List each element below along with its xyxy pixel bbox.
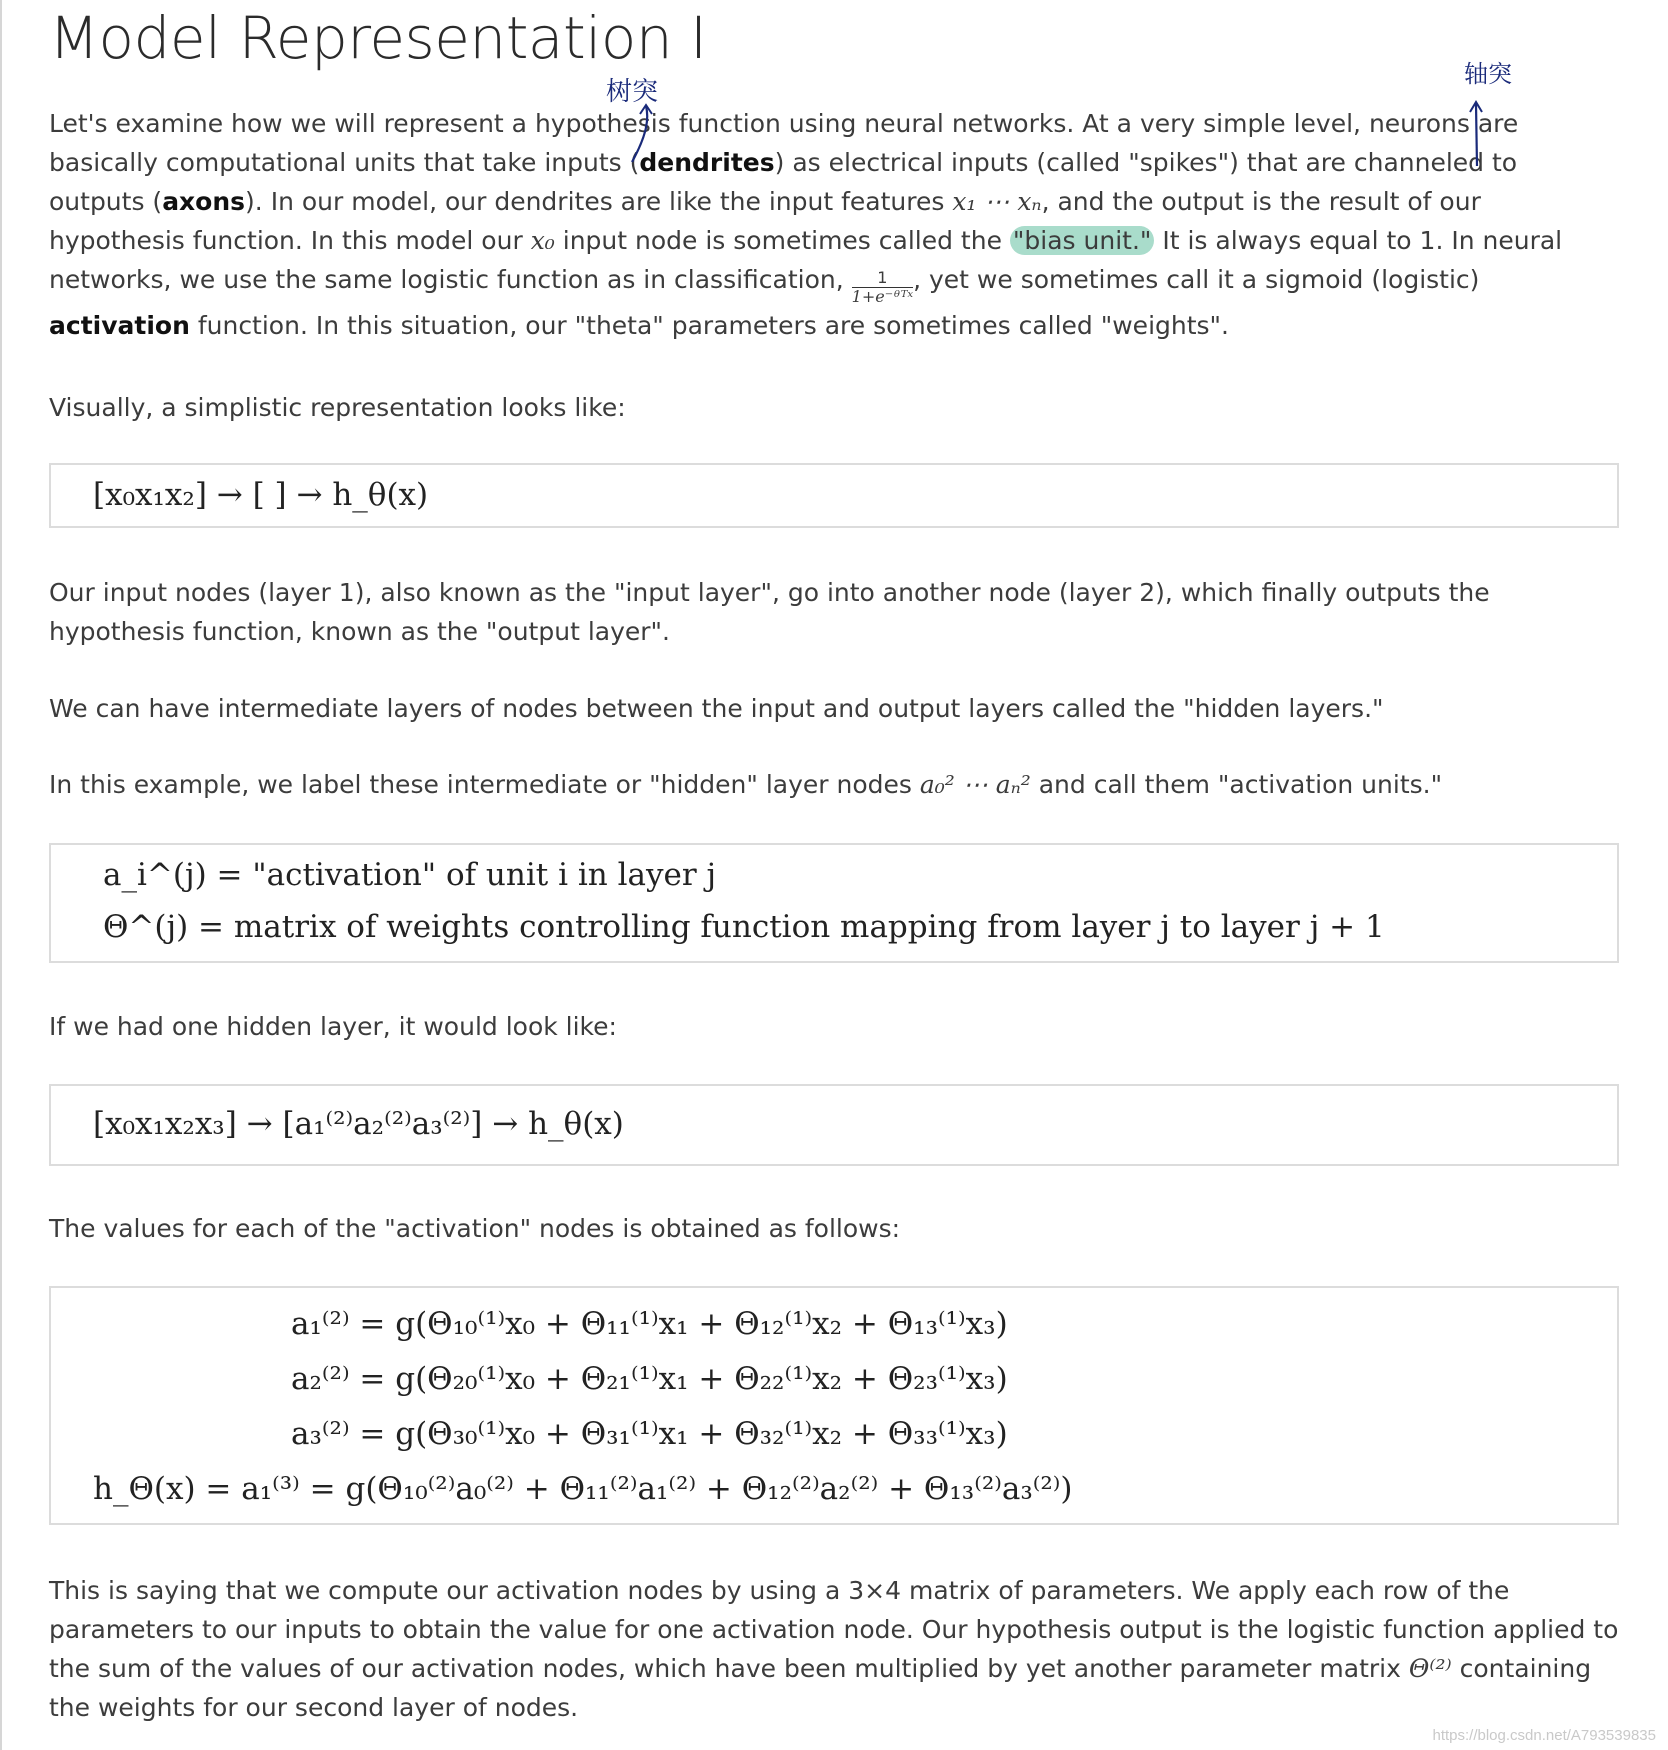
visual-intro-paragraph: Visually, a simplistic representation looks like: (49, 393, 626, 422)
intro-text-7: , yet we sometimes call it a sigmoid (logistic) (913, 265, 1480, 294)
input-layer-paragraph: Our input nodes (layer 1), also known as the "input layer", go into another node (layer 2), which finally outputs the hypothesis function, known as the "output layer". (49, 578, 1490, 646)
inline-math-x0: x₀ (530, 226, 555, 255)
axon-note-text: 轴突 (1464, 60, 1512, 88)
intro-text-2: ) as electrical inputs (called "spikes") that are channeled to outputs ( (49, 148, 1518, 216)
fraction-numerator: 1 (852, 269, 913, 288)
intro-text-1: Let's examine how we will represent a hypothesis function using neural networks. At a very simple level, neurons are basically computational units that take inputs ( (49, 109, 1519, 177)
definitions-box (49, 843, 1619, 963)
dendrites-term: dendrites (639, 148, 775, 177)
inline-math-theta2: Θ⁽²⁾ (1408, 1654, 1452, 1683)
equation-a2: a₂⁽²⁾ = g(Θ₂₀⁽¹⁾x₀ + Θ₂₁⁽¹⁾x₁ + Θ₂₂⁽¹⁾x₂ + Θ₂₃⁽¹⁾x₃) (291, 1361, 1008, 1397)
activation-term: activation (49, 311, 190, 340)
activation-definition: a_i^(j) = "activation" of unit i in layer j (103, 857, 717, 893)
activation-units-paragraph (49, 765, 1619, 804)
inline-math-x1-xn: x₁ ⋯ xₙ (952, 187, 1042, 216)
activation-equations-box (49, 1286, 1619, 1525)
equation-a1: a₁⁽²⁾ = g(Θ₁₀⁽¹⁾x₀ + Θ₁₁⁽¹⁾x₁ + Θ₁₂⁽¹⁾x₂ + Θ₁₃⁽¹⁾x₃) (291, 1306, 1008, 1342)
inline-math-a0-an: a₀² ⋯ aₙ² (919, 770, 1031, 799)
one-hidden-layer-paragraph: If we had one hidden layer, it would look like: (49, 1012, 617, 1041)
hidden-layers-paragraph: We can have intermediate layers of nodes between the input and output layers called the "hidden layers." (49, 694, 1384, 723)
fraction-denominator: 1+e⁻ᶿᵀˣ (851, 287, 914, 306)
equation-hypothesis: h_Θ(x) = a₁⁽³⁾ = g(Θ₁₀⁽²⁾a₀⁽²⁾ + Θ₁₁⁽²⁾a₁⁽²⁾ + Θ₁₂⁽²⁾a₂⁽²⁾ + Θ₁₃⁽²⁾a₃⁽²⁾) (93, 1471, 1073, 1507)
dendrite-handwritten-note (604, 74, 674, 166)
bias-unit-highlight: "bias unit." (1010, 226, 1155, 255)
summary-text-1: This is saying that we compute our activation nodes by using a 3×4 matrix of parameters. We apply each row of the parameters to our inputs to obtain the value for one activation node. Our hypothesis output is the logistic function applied to the sum of the values of our activation nodes, which have been multiplied by yet another parameter matrix (49, 1576, 1619, 1683)
axon-handwritten-note (1462, 58, 1532, 170)
dendrite-note-drawing (604, 74, 674, 166)
hidden-layer-formula: [x₀x₁x₂x₃] → [a₁⁽²⁾a₂⁽²⁾a₃⁽²⁾] → h_θ(x) (93, 1106, 624, 1142)
activation-values-paragraph: The values for each of the "activation" nodes is obtained as follows: (49, 1214, 901, 1243)
intro-text-3: ). In our model, our dendrites are like the input features (245, 187, 953, 216)
dendrite-note-text: 树突 (606, 77, 659, 107)
activation-text-1: In this example, we label these intermediate or "hidden" layer nodes (49, 770, 920, 799)
page-title: Model Representation I (49, 4, 707, 72)
intro-text-4: , and the output is the result of our hypothesis function. In this model our (49, 187, 1481, 255)
intro-text-6: It is always equal to 1. In neural networks, we use the same logistic function as in classification, (49, 226, 1563, 294)
hidden-layer-representation-box (49, 1084, 1619, 1166)
dendrite-note-arrow (632, 106, 647, 162)
activation-text-2: and call them "activation units." (1030, 770, 1443, 799)
intro-paragraph (49, 104, 1619, 345)
theta-definition: Θ^(j) = matrix of weights controlling function mapping from layer j to layer j + 1 (103, 909, 1385, 945)
sigmoid-fraction (852, 269, 913, 306)
intro-text-5: input node is sometimes called the (554, 226, 1010, 255)
summary-paragraph (49, 1571, 1619, 1727)
axons-term: axons (162, 187, 246, 216)
watermark: https://blog.csdn.net/A793539835 (1432, 1727, 1656, 1744)
left-border (0, 0, 2, 1750)
summary-text-2: containing the weights for our second layer of nodes. (49, 1654, 1592, 1722)
axon-note-drawing (1462, 58, 1532, 170)
axon-note-arrow (1476, 104, 1477, 166)
simple-representation-box (49, 463, 1619, 528)
equation-a3: a₃⁽²⁾ = g(Θ₃₀⁽¹⁾x₀ + Θ₃₁⁽¹⁾x₁ + Θ₃₂⁽¹⁾x₂ + Θ₃₃⁽¹⁾x₃) (291, 1416, 1008, 1452)
simple-representation-formula: [x₀x₁x₂] → [ ] → h_θ(x) (93, 477, 429, 513)
intro-text-8: function. In this situation, our "theta" parameters are sometimes called "weights". (189, 311, 1229, 340)
